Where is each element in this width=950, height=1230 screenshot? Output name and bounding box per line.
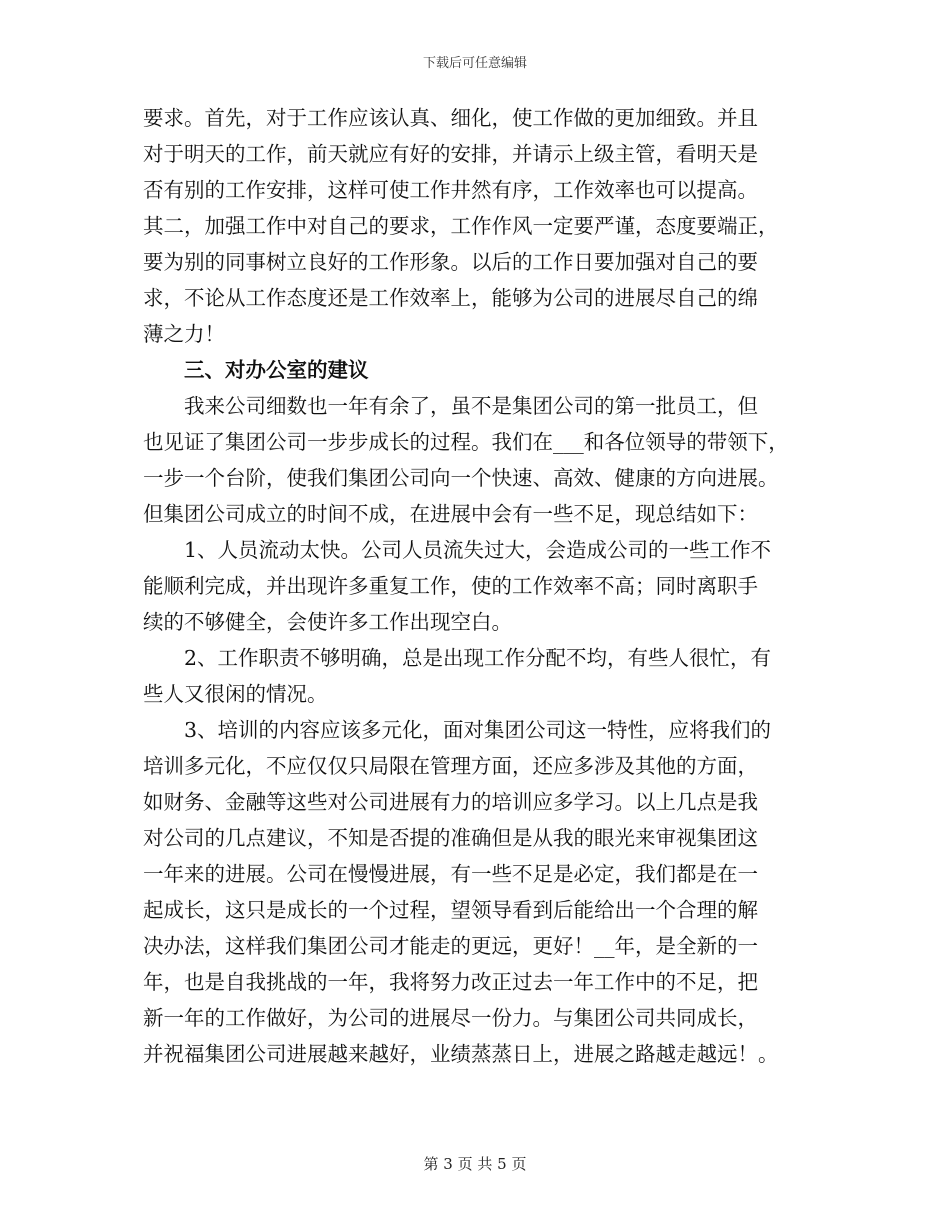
text-line: 薄之力！ bbox=[143, 322, 225, 346]
text-line: 要求。首先，对于工作应该认真、细化，使工作做的更加细致。并且 bbox=[143, 106, 758, 130]
text-line: 培训多元化，不应仅仅只局限在管理方面，还应多涉及其他的方面， bbox=[143, 754, 758, 778]
text-line: 否有别的工作安排，这样可使工作井然有序，工作效率也可以提高。 bbox=[143, 178, 758, 202]
document-body bbox=[143, 100, 813, 1072]
text-line: 我来公司细数也一年有余了，虽不是集团公司的第一批员工，但 bbox=[184, 394, 758, 418]
text-line: 并祝福集团公司进展越来越好，业绩蒸蒸日上，进展之路越走越远！。 bbox=[143, 1042, 779, 1066]
list-item-3: 3、培训的内容应该多元化，面对集团公司这一特性，应将我们的 bbox=[184, 718, 772, 742]
list-item-2: 2、工作职责不够明确，总是出现工作分配不均，有些人很忙，有 bbox=[184, 646, 772, 670]
text-line: 求，不论从工作态度还是工作效率上，能够为公司的进展尽自己的绵 bbox=[143, 286, 758, 310]
text-line: 起成长，这只是成长的一个过程，望领导看到后能给出一个合理的解 bbox=[143, 898, 758, 922]
text-line: 对于明天的工作，前天就应有好的安排，并请示上级主管，看明天是 bbox=[143, 142, 758, 166]
header-note: 下载后可任意编辑 bbox=[422, 56, 527, 71]
text-line: 也见证了集团公司一步步成长的过程。我们在___和各位领导的带领下， bbox=[143, 430, 789, 454]
text-line: 要为别的同事树立良好的工作形象。以后的工作日要加强对自己的要 bbox=[143, 250, 758, 274]
text-line: 些人又很闲的情况。 bbox=[143, 682, 328, 706]
text-line: 对公司的几点建议，不知是否提的准确但是从我的眼光来审视集团这 bbox=[143, 826, 758, 850]
text-line: 决办法，这样我们集团公司才能走的更远，更好！__年，是全新的一 bbox=[143, 934, 758, 958]
text-line: 一步一个台阶，使我们集团公司向一个快速、高效、健康的方向进展。 bbox=[143, 466, 779, 490]
text-line: 续的不够健全，会使许多工作出现空白。 bbox=[143, 610, 512, 634]
text-line: 新一年的工作做好，为公司的进展尽一份力。与集团公司共同成长， bbox=[143, 1006, 758, 1030]
text-line: 但集团公司成立的时间不成，在进展中会有一些不足，现总结如下： bbox=[143, 502, 758, 526]
text-line: 其二，加强工作中对自己的要求，工作作风一定要严谨，态度要端正， bbox=[143, 214, 779, 238]
text-line: 一年来的进展。公司在慢慢进展，有一些不足是必定，我们都是在一 bbox=[143, 862, 758, 886]
page-number: 第 3 页 共 5 页 bbox=[423, 1155, 527, 1173]
text-line: 如财务、金融等这些对公司进展有力的培训应多学习。以上几点是我 bbox=[143, 790, 758, 814]
text-line: 能顺利完成，并出现许多重复工作，使的工作效率不高；同时离职手 bbox=[143, 574, 758, 598]
section-heading: 三、对办公室的建议 bbox=[184, 358, 369, 382]
text-line: 年，也是自我挑战的一年，我将努力改正过去一年工作中的不足，把 bbox=[143, 970, 758, 994]
list-item-1: 1、人员流动太快。公司人员流失过大，会造成公司的一些工作不 bbox=[184, 538, 772, 562]
